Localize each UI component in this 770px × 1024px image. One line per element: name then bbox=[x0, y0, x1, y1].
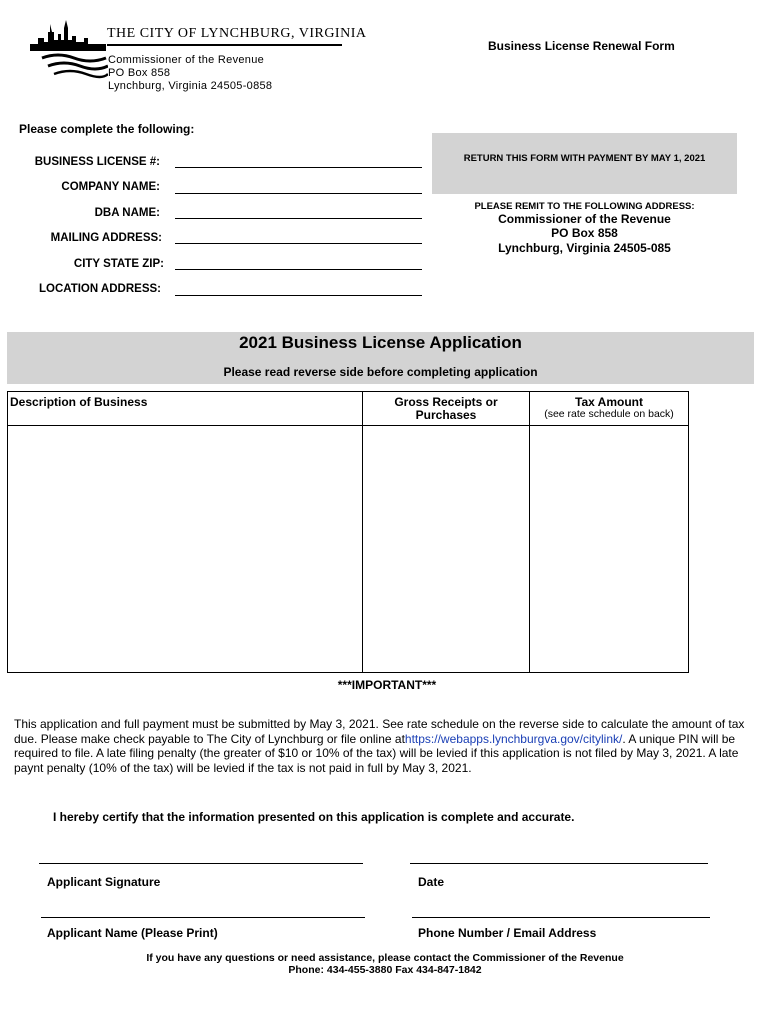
business-license-field[interactable] bbox=[175, 167, 422, 168]
description-input[interactable] bbox=[8, 427, 362, 672]
dba-name-label: DBA NAME: bbox=[94, 207, 160, 219]
city-state-zip-field[interactable] bbox=[175, 269, 422, 270]
dba-name-field[interactable] bbox=[175, 218, 422, 219]
col-gross-header: Gross Receipts or bbox=[394, 395, 498, 409]
city-state-zip-label: CITY STATE ZIP: bbox=[73, 258, 164, 270]
certify-statement: I hereby certify that the information presented on this application is complete and accurate. bbox=[53, 810, 575, 824]
col-gross-header-line2: Purchases bbox=[415, 408, 477, 422]
form-name: Business License Renewal Form bbox=[488, 39, 675, 53]
phone-email-field[interactable] bbox=[412, 917, 710, 918]
col-tax-subheader: (see rate schedule on back) bbox=[544, 408, 674, 420]
remit-address-line: Commissioner of the Revenue bbox=[498, 212, 671, 226]
header-address-line: Commissioner of the Revenue bbox=[108, 54, 265, 66]
mailing-address-field[interactable] bbox=[175, 243, 422, 244]
return-notice: RETURN THIS FORM WITH PAYMENT BY MAY 1, 2021 bbox=[463, 153, 706, 164]
date-label: Date bbox=[418, 875, 445, 889]
important-heading: ***IMPORTANT*** bbox=[337, 678, 437, 692]
header-address-line: Lynchburg, Virginia 24505-0858 bbox=[108, 80, 273, 92]
phone-email-label: Phone Number / Email Address bbox=[418, 926, 597, 940]
important-text bbox=[14, 717, 759, 775]
business-license-label: BUSINESS LICENSE #: bbox=[34, 156, 160, 168]
remit-heading: PLEASE REMIT TO THE FOLLOWING ADDRESS: bbox=[474, 201, 695, 212]
important-text-part2: . A unique PIN will be required to file. A late filing penalty (the greater of $10 or 10% of the tax) will be levied if this application is not filed by May 3, 2021. A late paynt penalty (10% of the tax) will be levied if the tax is not paid in full by May 3, 2021. bbox=[14, 731, 739, 775]
gross-receipts-input[interactable] bbox=[363, 427, 529, 672]
applicant-name-label: Applicant Name (Please Print) bbox=[47, 926, 218, 940]
footer-contact-line: If you have any questions or need assistance, please contact the Commissioner of the Revenue bbox=[146, 952, 624, 964]
logo-divider bbox=[107, 44, 342, 46]
application-title: 2021 Business License Application bbox=[239, 333, 522, 352]
footer-phone-line: Phone: 434-455-3880 Fax 434-847-1842 bbox=[288, 964, 482, 976]
citylink-link[interactable]: https://webapps.lynchburgva.gov/citylink/ bbox=[404, 731, 623, 746]
location-address-label: LOCATION ADDRESS: bbox=[38, 283, 161, 295]
mailing-address-label: MAILING ADDRESS: bbox=[50, 232, 162, 244]
city-skyline-logo-icon bbox=[28, 14, 108, 94]
remit-address-line: PO Box 858 bbox=[551, 226, 618, 240]
applicant-signature-field[interactable] bbox=[39, 863, 363, 864]
application-subtitle: Please read reverse side before completing application bbox=[223, 365, 538, 379]
applicant-name-field[interactable] bbox=[41, 917, 365, 918]
table-header-divider bbox=[7, 425, 689, 426]
important-text-part1: This application and full payment must be submitted by May 3, 2021. See rate schedule on the reverse side to calculate the amount of tax due. Please make check payable to The City of Lynchburg or file online at bbox=[14, 717, 745, 746]
company-name-label: COMPANY NAME: bbox=[61, 181, 160, 193]
col-description-header: Description of Business bbox=[10, 395, 148, 409]
remit-address-line: Lynchburg, Virginia 24505-085 bbox=[498, 241, 671, 255]
applicant-signature-label: Applicant Signature bbox=[47, 875, 161, 889]
city-title: THE CITY OF LYNCHBURG, VIRGINIA bbox=[107, 26, 367, 41]
company-name-field[interactable] bbox=[175, 193, 422, 194]
col-tax-header: Tax Amount bbox=[575, 395, 643, 409]
intro-text: Please complete the following: bbox=[19, 122, 195, 136]
header-address-line: PO Box 858 bbox=[108, 67, 171, 79]
date-field[interactable] bbox=[410, 863, 708, 864]
location-address-field[interactable] bbox=[175, 295, 422, 296]
tax-amount-input[interactable] bbox=[530, 427, 688, 672]
